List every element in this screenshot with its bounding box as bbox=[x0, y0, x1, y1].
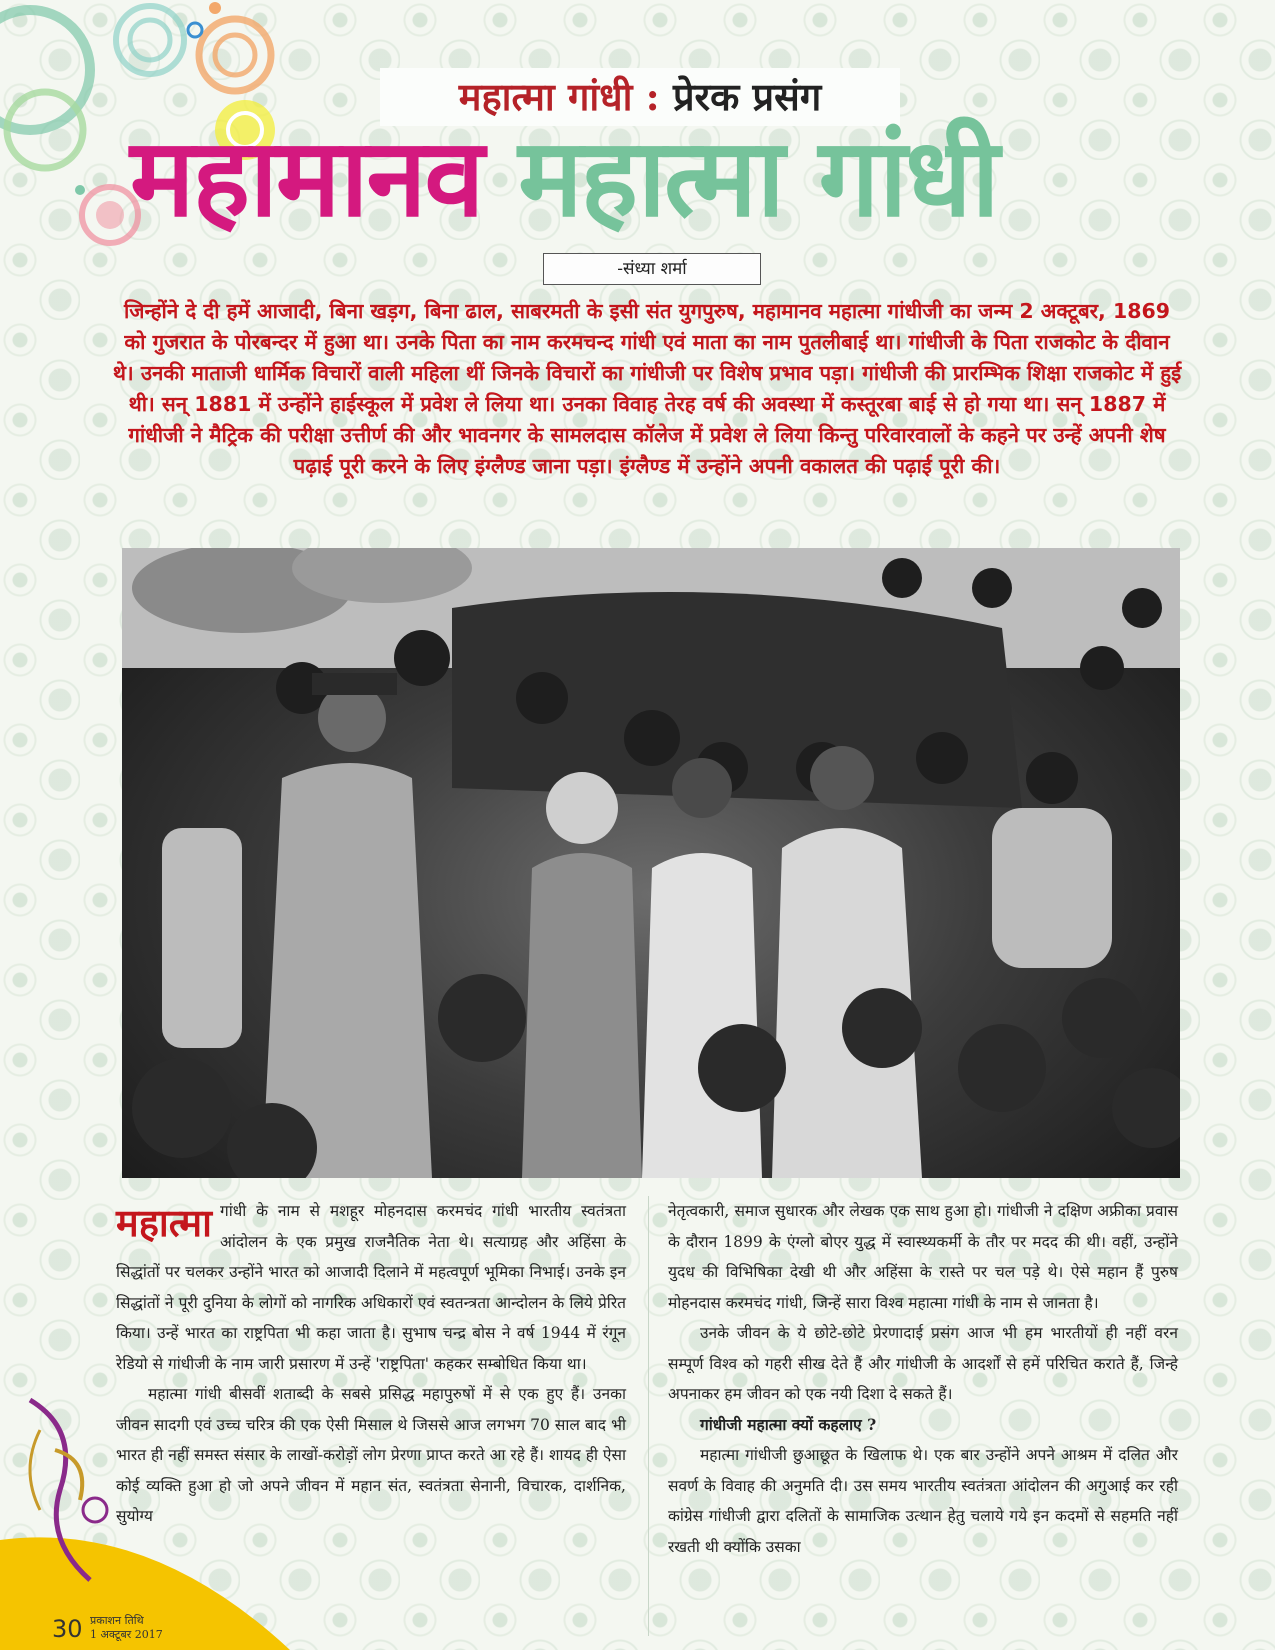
article-column-right bbox=[668, 1196, 1178, 1562]
headline-part-2: महात्मा गांधी bbox=[518, 116, 998, 241]
page-number: 30 bbox=[52, 1615, 83, 1643]
column-divider bbox=[648, 1196, 649, 1636]
drop-cap: महात्मा bbox=[116, 1201, 212, 1245]
intro-paragraph: जिन्होंने दे दी हमें आजादी, बिना खड़ग, बिना ढाल, साबरमती के इसी संत युगपुरुष, महामानव महात्मा गांधीजी का जन्म 2 अक्टूबर, 1869 को गुजरात के पोरबन्दर में हुआ था। उनके पिता का नाम करमचन्द गांधी एवं माता का नाम पुतलीबाई था। गांधीजी के पिता राजकोट के दीवान थे। उनकी माताजी धार्मिक विचारों वाली महिला थीं जिनके विचारों का गांधीजी पर विशेष प्रभाव पड़ा। गांधीजी की प्रारम्भिक शिक्षा राजकोट में हुई थी। सन् 1881 में उन्होंने हाईस्कूल में प्रवेश ले लिया था। उनका विवाह तेरह वर्ष की अवस्था में कस्तूरबा बाई से हो गया था। सन् 1887 में गांधीजी ने मैट्रिक की परीक्षा उत्तीर्ण की और भावनगर के सामलदास कॉलेज में प्रवेश ले लिया किन्तु परिवारवालों के कहने पर उन्हें अपनी शेष पढ़ाई पूरी करने के लिए इंग्लैण्ड जाना पड़ा। इंग्लैण्ड में उन्होंने अपनी वकालत की पढ़ाई पूरी की। bbox=[112, 299, 1182, 478]
kicker-part-2: प्रेरक प्रसंग bbox=[672, 74, 822, 119]
publication-info bbox=[90, 1614, 163, 1642]
publication-date: 1 अक्टूबर 2017 bbox=[90, 1628, 163, 1641]
headline-part-1: महामानव bbox=[130, 116, 483, 241]
section-subheading: गांधीजी महात्मा क्यों कहलाए ? bbox=[700, 1414, 877, 1434]
right-paragraph-3: महात्मा गांधीजी छुआछूत के खिलाफ थे। एक बार उन्होंने अपने आश्रम में दलित और सवर्ण के विवाह की अनुमति दी। उस समय भारतीय स्वतंत्रता आंदोलन की अगुआई कर रही कांग्रेस गांधीजी द्वारा दलितों के सामाजिक उत्थान हेतु चलाये गये इन कदमों से सहमति नहीं रखती थी क्योंकि उसका bbox=[668, 1446, 1178, 1556]
article-headline bbox=[130, 104, 1150, 254]
publication-label: प्रकाशन तिथि bbox=[90, 1614, 144, 1627]
crowd-photo-illustration bbox=[122, 548, 1180, 1178]
left-paragraph-2: महात्मा गांधी बीसवीं शताब्दी के सबसे प्रसिद्ध महापुरुषों में से एक हुए हैं। उनका जीवन सादगी एवं उच्च चरित्र की एक ऐसी मिसाल थे जिससे आज लगभग 70 साल बाद भी भारत ही नहीं समस्त संसार के लाखों-करोड़ों लोग प्रेरणा प्राप्त करते आ रहे हैं। शायद ही ऐसा कोई व्यक्ति हुआ हो जो अपने जीवन में महान संत, स्वतंत्रता सेनानी, विचारक, दार्शनिक, सुयोग्य bbox=[116, 1385, 626, 1525]
right-paragraph-2: उनके जीवन के ये छोटे-छोटे प्रेरणादाई प्रसंग आज भी हम भारतीयों ही नहीं वरन सम्पूर्ण विश्व को गहरी सीख देते हैं और गांधीजी के आदर्शों से हमें परिचित कराते हैं, जिन्हे अपनाकर हम जीवन को एक नयी दिशा दे सकते हैं। bbox=[668, 1324, 1178, 1403]
kicker-part-1: महात्मा गांधी : bbox=[458, 74, 660, 119]
right-paragraph-1: नेतृत्वकारी, समाज सुधारक और लेखक एक साथ हुआ हो। गांधीजी ने दक्षिण अफ्रीका प्रवास के दौरान 1899 के एंग्लो बोएर युद्ध में स्वास्थ्यकर्मी के तौर पर मदद की थी। वहीं, उन्होंने युदध की विभिषिका देखी थी और अहिंसा के रास्ते पर चल पड़े थे। ऐसे महान हैं पुरुष मोहनदास करमचंद गांधी, जिन्हें सारा विश्व महात्मा गांधी के नाम से जानता है। bbox=[668, 1202, 1178, 1312]
left-paragraph-1: गांधी के नाम से मशहूर मोहनदास करमचंद गांधी भारतीय स्वतंत्रता आंदोलन के एक प्रमुख राजनैतिक नेता थे। सत्याग्रह और अहिंसा के सिद्धांतों पर चलकर उन्होंने भारत को आजादी दिलाने में महत्वपूर्ण भूमिका निभाई। उनके इन सिद्धांतों ने पूरी दुनिया के लोगों को नागरिक अधिकारों एवं स्वतन्त्रता आन्दोलन के लिये प्रेरित किया। उन्हें भारत का राष्ट्रपिता भी कहा जाता है। सुभाष चन्द्र बोस ने वर्ष 1944 में रंगून रेडियो से गांधीजी के नाम जारी प्रसारण में उन्हें 'राष्ट्रपिता' कहकर सम्बोधित किया था। bbox=[116, 1202, 626, 1373]
corner-decoration-icon bbox=[0, 1390, 300, 1650]
author-byline: -संध्या शर्मा bbox=[543, 253, 761, 285]
historical-photo bbox=[122, 548, 1180, 1178]
